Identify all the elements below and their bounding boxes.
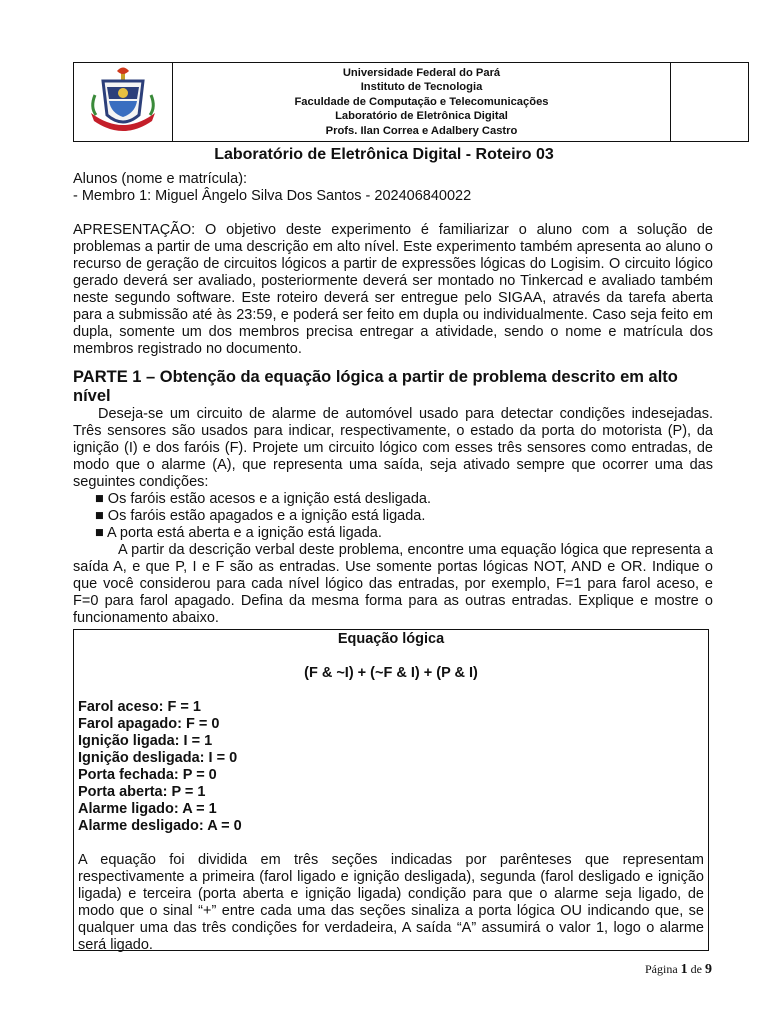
page-footer: [645, 962, 712, 978]
header-table: [73, 62, 749, 142]
definition-line: Farol apagado: F = 0: [78, 716, 220, 732]
institution-block: [173, 63, 671, 142]
document-title: Laboratório de Eletrônica Digital - Roteiro 03: [214, 146, 554, 163]
answer-heading: Equação lógica: [337, 631, 445, 647]
institution-line: Profs. Ilan Correa e Adalbery Castro: [325, 124, 518, 137]
student-member-1: - Membro 1: Miguel Ângelo Silva Dos Santos - 202406840022: [73, 188, 472, 204]
answer-explanation: A equação foi dividida em três seções indicadas por parênteses que representam respectivamente a primeira (farol ligado e ignição desligada), segunda (farol desligado e ignição ligada) e terceira (porta aberta e ignição ligada) condição para que o alarme seja ligado, de modo que o sinal “+” entre cada uma das seções sinaliza a porta lógica OU indicando que, se qualquer uma das três condições for verdadeira, A saída “A” assumirá o valor 1, logo o alarme será ligado.: [78, 852, 704, 953]
bullet-mark: ■: [95, 525, 104, 541]
presentation-paragraph: APRESENTAÇÃO: O objetivo deste experimento é familiarizar o aluno com a solução de problemas a partir de uma descrição em alto nível. Este experimento também apresenta ao aluno o recurso de geração de circuitos lógicos a partir de expressões lógicas do Logisim. O circuito lógico gerado deverá ser avaliado, posteriormente deverá ser montado no Tinkercad e avaliado também neste segundo software. Este roteiro deverá ser entregue pelo SIGAA, através da tarefa aberta para a submissão até às 23:59, e poderá ser feito em dupla ou individualmente. Caso seja feito em dupla, somente um dos membros precisa entregar a atividade, sendo o nome e matrícula dos membros registrado no documento.: [73, 222, 713, 357]
bullet-mark: ■: [95, 508, 104, 524]
page-number: 1: [680, 962, 688, 977]
definition-line: Ignição desligada: I = 0: [78, 750, 238, 766]
definition-line: Porta aberta: P = 1: [78, 784, 206, 800]
bullet-item: ■ Os faróis estão acesos e a ignição está desligada.: [95, 491, 432, 507]
ufpa-seal-icon: [86, 65, 160, 135]
institution-line: Faculdade de Computação e Telecomunicações: [294, 95, 549, 108]
part1-intro: Deseja-se um circuito de alarme de automóvel usado para detectar condições indesejadas. Três sensores são usados para indicar, respectivamente, o estado da porta do motorista (P), da ignição (I) e dos faróis (F). Projete um circuito lógico com esses três sensores como entradas, de modo que o alarme (A), que representa uma saída, seja ativado sempre que ocorrer uma das seguintes condições:: [73, 406, 713, 490]
definition-line: Alarme ligado: A = 1: [78, 801, 217, 817]
students-label: Alunos (nome e matrícula):: [73, 171, 248, 187]
definition-line: Farol aceso: F = 1: [78, 699, 201, 715]
of-word: de: [690, 962, 702, 976]
answer-box: [73, 629, 709, 951]
bullet-item: ■ A porta está aberta e a ignição está ligada.: [95, 525, 382, 541]
bullet-mark: ■: [95, 491, 104, 507]
part1-instruction: A partir da descrição verbal deste problema, encontre uma equação lógica que representa a saída A, e que P, I e F são as entradas. Use somente portas lógicas NOT, AND e OR. Indique o que você considerou para cada nível lógico das entradas, por exemplo, F=1 para farol aceso, e F=0 para farol apagado. Defina da mesma forma para as outras entradas. Explique e mostre o funcionamento abaixo.: [73, 542, 713, 626]
part1-title: PARTE 1 – Obtenção da equação lógica a partir de problema descrito em alto nível: [73, 368, 678, 405]
definition-line: Porta fechada: P = 0: [78, 767, 217, 783]
institution-line: Laboratório de Eletrônica Digital: [335, 110, 508, 123]
institution-line: Instituto de Tecnologia: [360, 81, 483, 94]
institution-line: Universidade Federal do Pará: [342, 66, 501, 79]
definition-line: Alarme desligado: A = 0: [78, 818, 242, 834]
logo-cell: [74, 63, 173, 142]
blank-cell: [671, 63, 749, 142]
document-body: [73, 171, 713, 627]
logic-equation: (F & ~I) + (~F & I) + (P & I): [304, 665, 478, 681]
page-total: 9: [705, 962, 712, 977]
bullet-item: ■ Os faróis estão apagados e a ignição está ligada.: [95, 508, 426, 524]
definition-line: Ignição ligada: I = 1: [78, 733, 213, 749]
page-word: Página: [645, 962, 678, 976]
